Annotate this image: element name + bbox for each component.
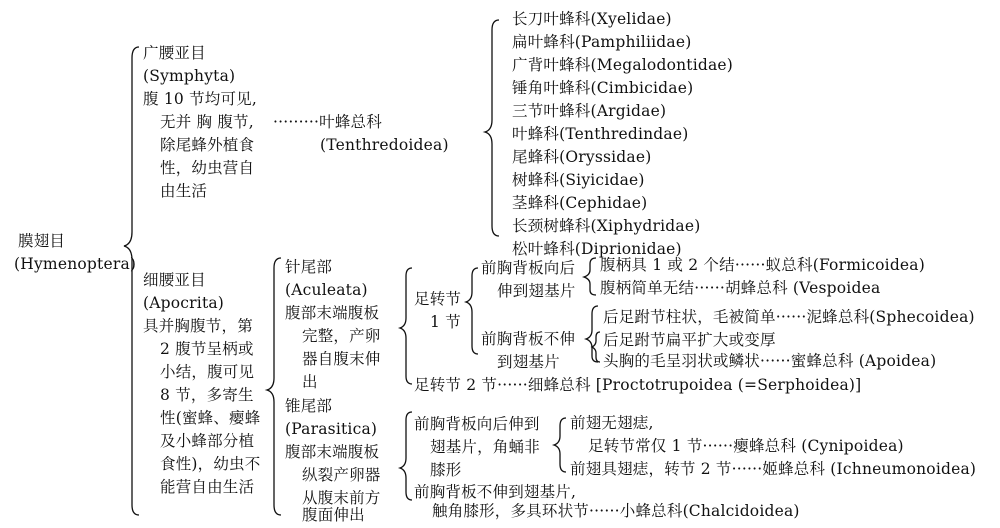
tenthredoidea-name: ·········叶蜂总科 <box>273 113 382 131</box>
symphyta-desc-4: 性，幼虫营自 <box>160 159 255 177</box>
sphecoidea-line: 后足跗节柱状，毛被简单······泥蜂总科(Sphecoidea) <box>603 308 975 326</box>
apocrita-desc-8: 能营自由生活 <box>160 478 255 496</box>
symphyta-desc-1: 腹 10 节均可见, <box>143 90 258 108</box>
chalcidoidea-line-1: 前胸背板不伸到翅基片, <box>414 483 577 501</box>
symphyta-desc-3: 除尾蜂外植食 <box>160 136 255 154</box>
aculeata-pronotum-not-reaching-2: 到翅基片 <box>497 353 560 371</box>
apocrita-desc-5: 性(蜜蜂、瘿蜂 <box>160 409 261 427</box>
apocrita-desc-2: 2 腹节呈柄或 <box>160 340 254 358</box>
brace-apoidea <box>592 332 600 362</box>
parasitica-pronotum-reaching-3: 膝形 <box>430 461 462 479</box>
brace-cynipoidea-ichneumonoidea <box>554 418 566 472</box>
aculeata-pronotum-not-reaching-1: 前胸背板不伸 <box>481 330 576 348</box>
aculeata-desc-1: 腹部末端腹板 <box>285 304 380 322</box>
aculeata-title: 针尾部 <box>285 258 333 276</box>
family-item: 松叶蜂科(Diprionidae) <box>512 240 682 258</box>
parasitica-desc-1: 腹部末端腹板 <box>285 443 380 461</box>
parasitica-desc-4: 腹面伸出 <box>302 506 365 524</box>
tenthredoidea-latin: (Tenthredoidea) <box>320 136 449 154</box>
family-item: 尾蜂科(Oryssidae) <box>512 148 652 166</box>
apocrita-desc-4: 8 节，多寄生 <box>160 386 254 404</box>
family-item: 锤角叶蜂科(Cimbicidae) <box>512 79 694 97</box>
parasitica-pronotum-reaching-2: 翅基片，角蛹非 <box>430 438 540 456</box>
chalcidoidea-line-2: 触角膝形，多具环状节······小蜂总科(Chalcidoidea) <box>432 502 800 520</box>
apocrita-desc-1: 具并胸腹节，第 <box>143 317 253 335</box>
brace-apocrita <box>267 258 281 515</box>
brace-parasitica <box>400 412 412 500</box>
aculeata-desc-4: 出 <box>302 373 318 391</box>
brace-trochanter1 <box>466 268 478 354</box>
formicoidea-line: 腹柄具 1 或 2 个结······蚁总科(Formicoidea) <box>600 256 925 274</box>
symphyta-desc-5: 由生活 <box>160 182 208 200</box>
family-item: 扁叶蜂科(Pamphiliidae) <box>512 33 692 51</box>
aculeata-desc-2: 完整，产卵 <box>302 327 381 345</box>
root-name: 膜翅目 <box>18 232 66 250</box>
cynipoidea-line-1: 前翅无翅痣, <box>570 414 654 432</box>
parasitica-desc-2: 纵裂产卵器 <box>302 466 381 484</box>
brace-families <box>485 20 499 236</box>
parasitica-pronotum-reaching-1: 前胸背板向后伸到 <box>414 415 540 433</box>
family-item: 长刀叶蜂科(Xyelidae) <box>512 10 672 28</box>
parasitica-latin: (Parasitica) <box>285 420 378 438</box>
brace-aculeata <box>400 268 412 384</box>
parasitica-desc-3: 从腹末前方 <box>302 489 381 507</box>
apocrita-desc-3: 小结，腹可见 <box>160 363 255 381</box>
apoidea-line-2: 头胸的毛呈羽状或鳞状······蜜蜂总科 (Apoidea) <box>603 352 937 370</box>
symphyta-desc-2: 无并 胸 腹节, <box>160 113 254 131</box>
family-item: 广背叶蜂科(Megalodontidae) <box>512 56 734 74</box>
parasitica-title: 锥尾部 <box>285 397 333 415</box>
aculeata-latin: (Aculeata) <box>285 281 368 299</box>
aculeata-pronotum-reaching-1: 前胸背板向后 <box>481 259 576 277</box>
trochanter1-line1: 足转节 <box>414 290 462 308</box>
family-item: 三节叶蜂科(Argidae) <box>512 102 667 120</box>
family-item: 茎蜂科(Cephidae) <box>512 194 648 212</box>
apocrita-latin: (Apocrita) <box>143 294 225 312</box>
family-item: 长颈树蜂科(Xiphydridae) <box>512 217 701 235</box>
apocrita-title: 细腰亚目 <box>143 271 206 289</box>
root-latin: (Hymenoptera) <box>14 255 137 273</box>
brace-formicoidea-vespoidea <box>584 258 596 295</box>
trochanter1-line2: 1 节 <box>430 313 461 331</box>
apocrita-desc-6: 及小蜂部分植 <box>160 432 255 450</box>
proctotrupoidea-line: 足转节 2 节······细蜂总科 [Proctotrupoidea (=Serphoidea)] <box>414 376 862 394</box>
symphyta-latin: (Symphyta) <box>143 67 236 85</box>
brace-root <box>124 47 139 515</box>
symphyta-title: 广腰亚目 <box>143 44 206 62</box>
ichneumonoidea-line: 前翅具翅痣，转节 2 节······姬蜂总科 (Ichneumonoidea) <box>570 460 977 478</box>
family-item: 叶蜂科(Tenthredindae) <box>512 125 689 143</box>
cynipoidea-line-2: 足转节常仅 1 节······瘿蜂总科 (Cynipoidea) <box>588 437 904 455</box>
vespoidea-line: 腹柄简单无结······胡蜂总科 (Vespoidea <box>600 279 881 297</box>
apoidea-line-1: 后足跗节扁平扩大或变厚 <box>603 331 776 349</box>
apocrita-desc-7: 食性)，幼虫不 <box>160 455 261 473</box>
family-item: 树蜂科(Siyicidae) <box>512 171 645 189</box>
aculeata-pronotum-reaching-2: 伸到翅基片 <box>497 282 576 300</box>
aculeata-desc-3: 器自腹末伸 <box>302 350 381 368</box>
